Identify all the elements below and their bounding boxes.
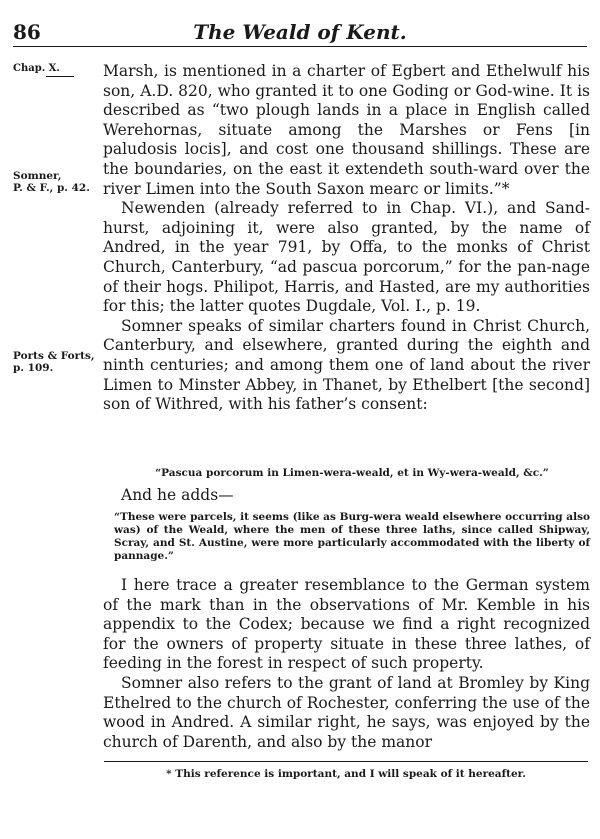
- main-text-lower: [103, 576, 590, 752]
- sidenote-ports-forts: Ports & Forts, p. 109.: [13, 350, 95, 374]
- paragraph-bromley: Somner also refers to the grant of land at Bromley by King Ethelred to the church of Rochester, conferring the use of the wood in Andred. A similar right, he says, was enjoyed by the church of Darenth, and also by the manor: [103, 673, 590, 751]
- main-text-upper: [103, 62, 590, 415]
- main-text-adds: [103, 486, 590, 506]
- sidenote-chapter: Chap. X.: [13, 63, 60, 74]
- paragraph-and-he-adds: And he adds—: [121, 486, 234, 504]
- paragraph-marsh: Marsh, is mentioned in a charter of Egbert and Ethelwulf his son, A.D. 820, who granted it to one Goding or God-wine. It is described as “two plough lands in a place in English called Werehornas, situate among the Marshes or Fens [in paludosis locis], and cost one thousand shillings. These are the boundaries, on the east it extendeth south-ward over the river Limen into the South Saxon mearc or limits.”*: [103, 62, 590, 198]
- block-quote-pascua: “Pascua porcorum in Limen-wera-weald, et in Wy-wera-weald, &c.”: [155, 467, 549, 479]
- paragraph-german-mark: I here trace a greater resemblance to the German system of the mark than in the observations of Mr. Kemble in his appendix to the Codex; because we find a right recognized for the owners of property situate in these three lathes, of feeding in the forest in respect of such property.: [103, 576, 590, 673]
- page-number: 86: [13, 20, 41, 44]
- footnote-rule: [104, 761, 588, 762]
- paragraph-newenden: Newenden (already referred to in Chap. VI.), and Sand-hurst, adjoining it, were also granted, by the name of Andred, in the year 791, by Offa, to the monks of Christ Church, Canterbury, “ad pascua porcorum,” for the pan-nage of their hogs. Philipot, Harris, and Hasted, are my authorities for this; the latter quotes Dugdale, Vol. I., p. 19.: [103, 199, 590, 316]
- header-rule: [13, 46, 587, 47]
- block-quote-parcels: “These were parcels, it seems (like as Burg-wera weald elsewhere occurring also was) of the Weald, where the men of these three laths, since called Shipway, Scray, and St. Austine, were more particularly accommodated with the liberty of pannage.”: [114, 511, 590, 562]
- paragraph-somner-charters: Somner speaks of similar charters found in Christ Church, Canterbury, and elsewhere, granted during the eighth and ninth centuries; and among them one of land about the river Limen to Minster Abbey, in Thanet, by Ethelbert [the second] son of Withred, with his father’s consent:: [103, 316, 590, 414]
- page-header: [0, 0, 600, 48]
- chapter-rule: [46, 76, 74, 77]
- running-title: The Weald of Kent.: [193, 20, 407, 44]
- sidenote-somner: Somner, P. & F., p. 42.: [13, 170, 90, 194]
- footnote: * This reference is important, and I will speak of it hereafter.: [166, 768, 526, 780]
